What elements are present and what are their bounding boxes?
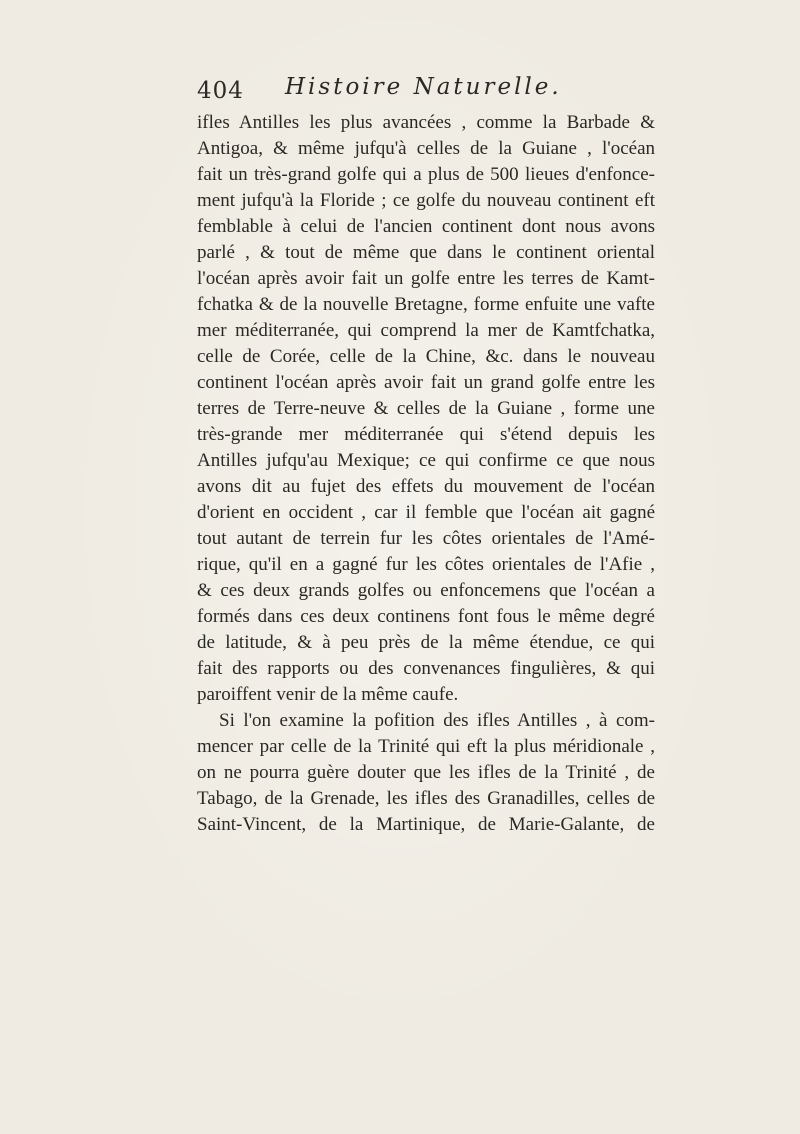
text-line: parlé , & tout de même que dans le continent oriental (197, 242, 655, 263)
text-line: on ne pourra guère douter que les ifles de la Trinité , de (197, 762, 655, 783)
page-header (197, 72, 657, 108)
text-line: ment jufqu'à la Floride ; ce golfe du nouveau continent eft (197, 190, 655, 211)
text-line: continent l'océan après avoir fait un grand golfe entre les (197, 372, 655, 393)
text-line: rique, qu'il en a gagné fur les côtes orientales de l'Afie , (197, 554, 655, 575)
text-line: femblable à celui de l'ancien continent dont nous avons (197, 216, 655, 237)
text-line: ifles Antilles les plus avancées , comme la Barbade & (197, 112, 655, 133)
running-title: Histoire Naturelle. (285, 74, 562, 100)
text-line: terres de Terre-neuve & celles de la Guiane , forme une (197, 398, 655, 419)
text-line: Antilles jufqu'au Mexique; ce qui confirme ce que nous (197, 450, 655, 471)
text-line: Antigoa, & même jufqu'à celles de la Guiane , l'océan (197, 138, 655, 159)
text-line: celle de Corée, celle de la Chine, &c. dans le nouveau (197, 346, 655, 367)
text-line: avons dit au fujet des effets du mouvement de l'océan (197, 476, 655, 497)
text-line: tout autant de terrein fur les côtes orientales de l'Amé- (197, 528, 655, 549)
text-line: mer méditerranée, qui comprend la mer de Kamtfchatka, (197, 320, 655, 341)
text-line: Tabago, de la Grenade, les ifles des Granadilles, celles de (197, 788, 655, 809)
text-line: très-grande mer méditerranée qui s'étend depuis les (197, 424, 655, 445)
text-line: formés dans ces deux continens font fous le même degré (197, 606, 655, 627)
page-number: 404 (197, 78, 244, 104)
text-line: fchatka & de la nouvelle Bretagne, forme enfuite une vafte (197, 294, 655, 315)
text-line: d'orient en occident , car il femble que l'océan ait gagné (197, 502, 655, 523)
text-line: paroiffent venir de la même caufe. (197, 684, 459, 705)
text-line: & ces deux grands golfes ou enfoncemens que l'océan a (197, 580, 655, 601)
text-line: Saint-Vincent, de la Martinique, de Marie-Galante, de (197, 814, 655, 835)
text-line: fait des rapports ou des convenances fingulières, & qui (197, 658, 655, 679)
text-line: de latitude, & à peu près de la même étendue, ce qui (197, 632, 655, 653)
text-line: mencer par celle de la Trinité qui eft la plus méridionale , (197, 736, 655, 757)
text-line: fait un très-grand golfe qui a plus de 500 lieues d'enfonce- (197, 164, 655, 185)
text-line: l'océan après avoir fait un golfe entre les terres de Kamt- (197, 268, 655, 289)
text-line: Si l'on examine la pofition des ifles Antilles , à com- (219, 710, 655, 731)
